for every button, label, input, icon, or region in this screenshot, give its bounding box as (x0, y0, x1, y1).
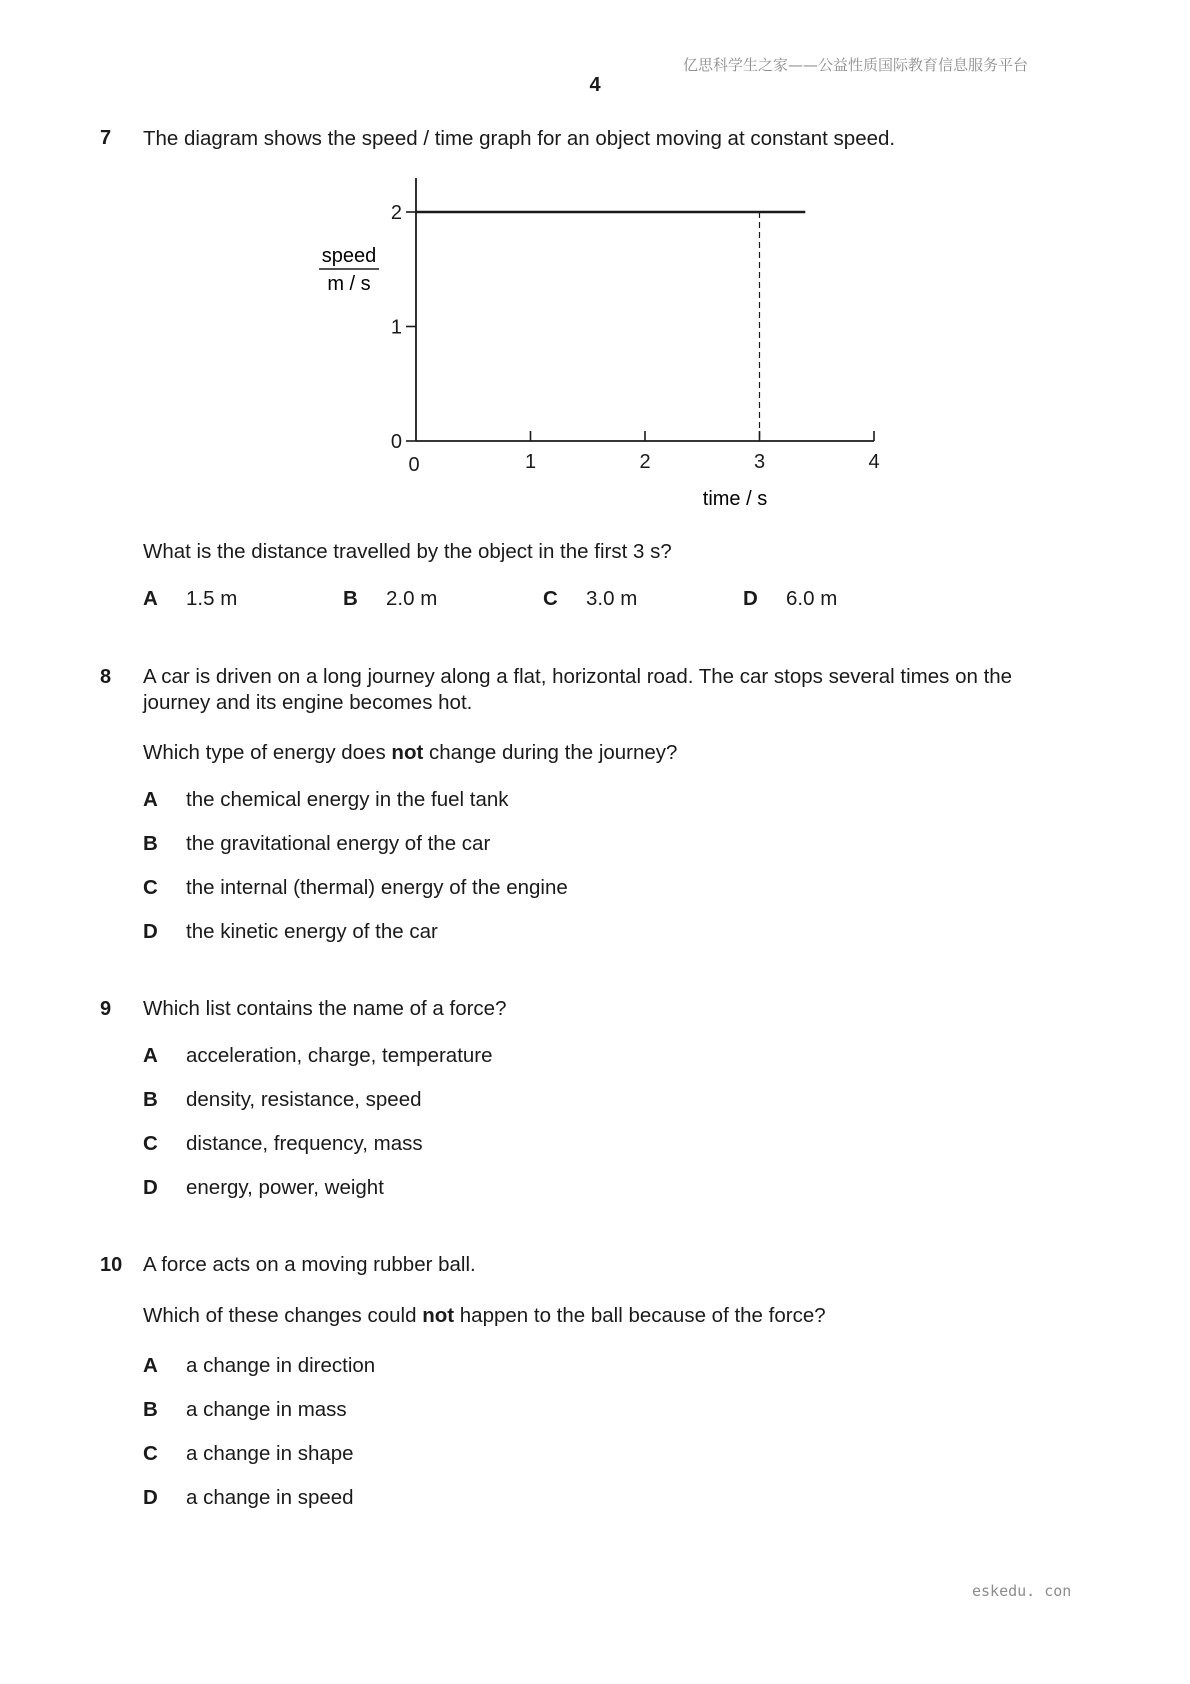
option-b[interactable] (143, 1398, 347, 1422)
option-text: 3.0 m (586, 587, 638, 610)
prompt-text: change during the journey? (423, 741, 678, 764)
option-letter: B (143, 832, 158, 855)
option-text: the gravitational energy of the car (186, 832, 491, 855)
option-letter: D (143, 1486, 158, 1509)
option-letter: A (143, 788, 158, 811)
prompt-emphasis: not (391, 741, 424, 764)
option-c[interactable] (143, 1442, 354, 1466)
watermark-text: 亿思科学生之家——公益性质国际教育信息服务平台 (683, 56, 1029, 74)
option-d[interactable] (143, 920, 438, 944)
option-letter: C (143, 1442, 158, 1465)
option-text: distance, frequency, mass (186, 1132, 423, 1155)
option-b[interactable] (143, 832, 491, 856)
x-tick-label: 3 (753, 451, 766, 473)
option-letter: C (543, 587, 558, 610)
option-text: acceleration, charge, temperature (186, 1044, 493, 1067)
option-text: the internal (thermal) energy of the engine (186, 876, 568, 899)
option-text: energy, power, weight (186, 1176, 384, 1199)
option-text: density, resistance, speed (186, 1088, 422, 1111)
option-text: a change in speed (186, 1486, 354, 1509)
question-number: 10 (100, 1254, 123, 1276)
x-tick-label: 2 (639, 451, 651, 473)
option-b[interactable] (343, 587, 438, 611)
option-c[interactable] (543, 587, 638, 611)
option-letter: B (143, 1398, 158, 1421)
prompt-text: Which of these changes could (143, 1304, 423, 1327)
option-c[interactable] (143, 876, 568, 900)
option-text: a change in direction (186, 1354, 376, 1377)
option-text: 1.5 m (186, 587, 238, 610)
x-tick-label: 1 (524, 451, 537, 473)
option-text: a change in shape (186, 1442, 354, 1465)
option-d[interactable] (143, 1176, 384, 1200)
question-stem: A force acts on a moving rubber ball. (143, 1253, 476, 1276)
y-axis-label-top: speed (321, 245, 377, 267)
question-number: 7 (100, 127, 112, 149)
option-letter: D (743, 587, 758, 610)
option-text: 2.0 m (386, 587, 438, 610)
option-d[interactable] (143, 1486, 354, 1510)
y-axis-label-bottom: m / s (327, 273, 371, 295)
option-b[interactable] (143, 1088, 422, 1112)
question-prompt (143, 1303, 826, 1329)
question-number: 9 (100, 998, 112, 1020)
question-prompt (143, 740, 677, 766)
option-letter: D (143, 920, 158, 943)
option-a[interactable] (143, 1354, 376, 1378)
question-stem-line-1: A car is driven on a long journey along a flat, horizontal road. The car stops several times on the (143, 665, 1013, 688)
option-text: the chemical energy in the fuel tank (186, 788, 509, 811)
question-stem-line-2: journey and its engine becomes hot. (143, 691, 473, 714)
prompt-text: happen to the ball because of the force? (454, 1304, 826, 1327)
x-axis-label: time / s (702, 488, 768, 510)
option-text: a change in mass (186, 1398, 347, 1421)
y-tick-label: 0 (390, 431, 402, 453)
question-prompt: What is the distance travelled by the object in the first 3 s? (143, 540, 672, 563)
footer-site-text: eskedu. con (972, 1582, 1072, 1600)
speed-time-graph (0, 0, 1190, 520)
option-letter: A (143, 587, 158, 610)
option-letter: C (143, 876, 158, 899)
option-letter: C (143, 1132, 158, 1155)
option-text: 6.0 m (786, 587, 838, 610)
question-number: 8 (100, 666, 112, 688)
option-letter: B (143, 1088, 158, 1111)
y-tick-label: 1 (390, 316, 402, 339)
prompt-emphasis: not (422, 1304, 455, 1327)
option-a[interactable] (143, 1044, 493, 1068)
option-letter: B (343, 587, 358, 610)
question-stem: The diagram shows the speed / time graph for an object moving at constant speed. (143, 127, 896, 150)
option-text: the kinetic energy of the car (186, 920, 438, 943)
option-letter: D (143, 1176, 158, 1199)
x-tick-label: 4 (868, 451, 880, 473)
prompt-text: Which type of energy does (143, 741, 392, 764)
y-tick-label: 2 (390, 202, 402, 224)
option-a[interactable] (143, 788, 509, 812)
option-c[interactable] (143, 1132, 423, 1156)
question-stem: Which list contains the name of a force? (143, 997, 507, 1020)
x-tick-label: 0 (408, 454, 420, 476)
option-letter: A (143, 1354, 158, 1377)
option-letter: A (143, 1044, 158, 1067)
page-number: 4 (589, 74, 601, 96)
option-a[interactable] (143, 587, 238, 611)
option-d[interactable] (743, 587, 838, 611)
